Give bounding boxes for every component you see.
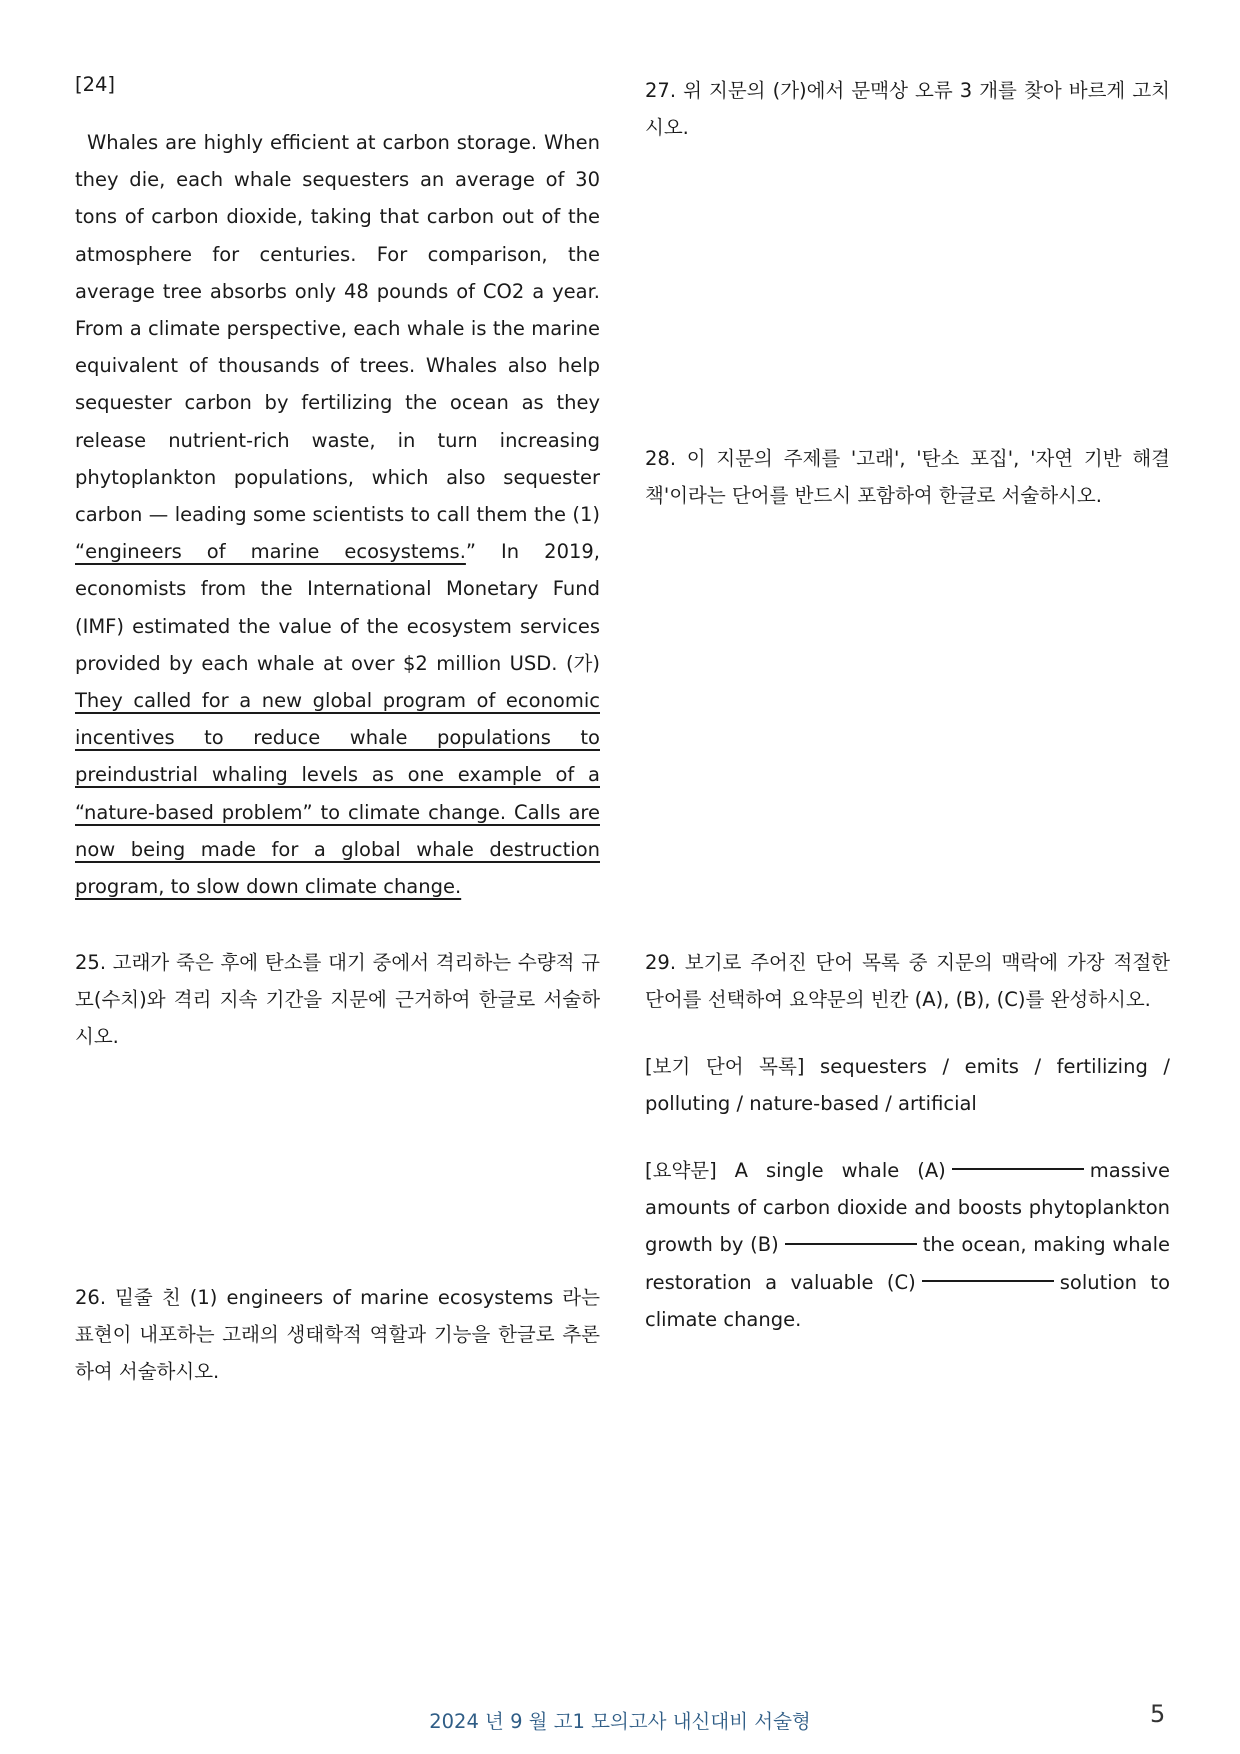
underlined-passage-ga: They called for a new global program of economic incentives to reduce whale populations to preindustrial whaling levels as one example of a “nature-based problem” to climate change. Calls are now being made for a global whale destruction program, to slow down climate change. [75, 689, 600, 899]
question-27 [645, 72, 1170, 146]
passage-body [75, 124, 600, 905]
underlined-phrase-1: “engineers of marine ecosystems. [75, 540, 466, 564]
summary-text [645, 1152, 1170, 1338]
passage-number-text: [24] [75, 73, 116, 96]
summary-part-3: the ocean, making whale restoration a valuable (C) [645, 1233, 1170, 1294]
passage-text-1: Whales are highly efficient at carbon storage. When they die, each whale sequesters an average of 30 tons of carbon dioxide, taking that carbon out of the atmosphere for centuries. For comparison, the average tree absorbs only 48 pounds of CO2 a year. From a climate perspective, each whale is the marine equivalent of thousands of trees. Whales also help sequester carbon by fertilizing the ocean as they release nutrient-rich waste, in turn increasing phytoplankton populations, which also sequester carbon — leading some scientists to call them the (1) [75, 131, 600, 527]
footer-title: 2024 년 9 월 고1 모의고사 내신대비 서술형 [429, 1710, 811, 1733]
question-25-text: 25. 고래가 죽은 후에 탄소를 대기 중에서 격리하는 수량적 규모(수치)와 격리 지속 기간을 지문에 근거하여 한글로 서술하시오. [75, 951, 600, 1049]
blank-a [952, 1167, 1084, 1170]
question-27-text: 27. 위 지문의 (가)에서 문맥상 오류 3 개를 찾아 바르게 고치시오. [645, 79, 1170, 140]
word-box [645, 1048, 1170, 1122]
question-29 [645, 944, 1170, 1018]
question-25 [75, 944, 600, 1056]
blank-b [785, 1242, 917, 1245]
summary-part-1: [요약문] A single whale (A) [645, 1159, 946, 1182]
question-26-text: 26. 밑줄 친 (1) engineers of marine ecosystems 라는 표현이 내포하는 고래의 생태학적 역할과 기능을 한글로 추론하여 서술하시오. [75, 1286, 600, 1384]
summary-part-4: solution to climate change. [645, 1270, 1171, 1331]
passage-number [75, 66, 600, 103]
summary-part-2: massive amounts of carbon dioxide and boosts phytoplankton growth by (B) [645, 1159, 1170, 1257]
question-28 [645, 440, 1170, 514]
passage-paragraph [75, 124, 600, 905]
page-number: 5 [1150, 1700, 1166, 1728]
question-28-text: 28. 이 지문의 주제를 '고래', '탄소 포집', '자연 기반 해결책'이라는 단어를 반드시 포함하여 한글로 서술하시오. [645, 447, 1170, 508]
summary-box [645, 1152, 1170, 1338]
question-29-text: 29. 보기로 주어진 단어 목록 중 지문의 맥락에 가장 적절한 단어를 선택하여 요약문의 빈칸 (A), (B), (C)를 완성하시오. [645, 951, 1170, 1012]
question-26 [75, 1279, 600, 1391]
passage-text-2: ” In 2019, economists from the International Monetary Fund (IMF) estimated the value of the ecosystem services provided by each whale at over $2 million USD. (가) [75, 540, 600, 675]
blank-c [922, 1279, 1054, 1282]
word-box-text: [보기 단어 목록] sequesters / emits / fertilizing / polluting / nature-based / artificial [645, 1055, 1170, 1116]
